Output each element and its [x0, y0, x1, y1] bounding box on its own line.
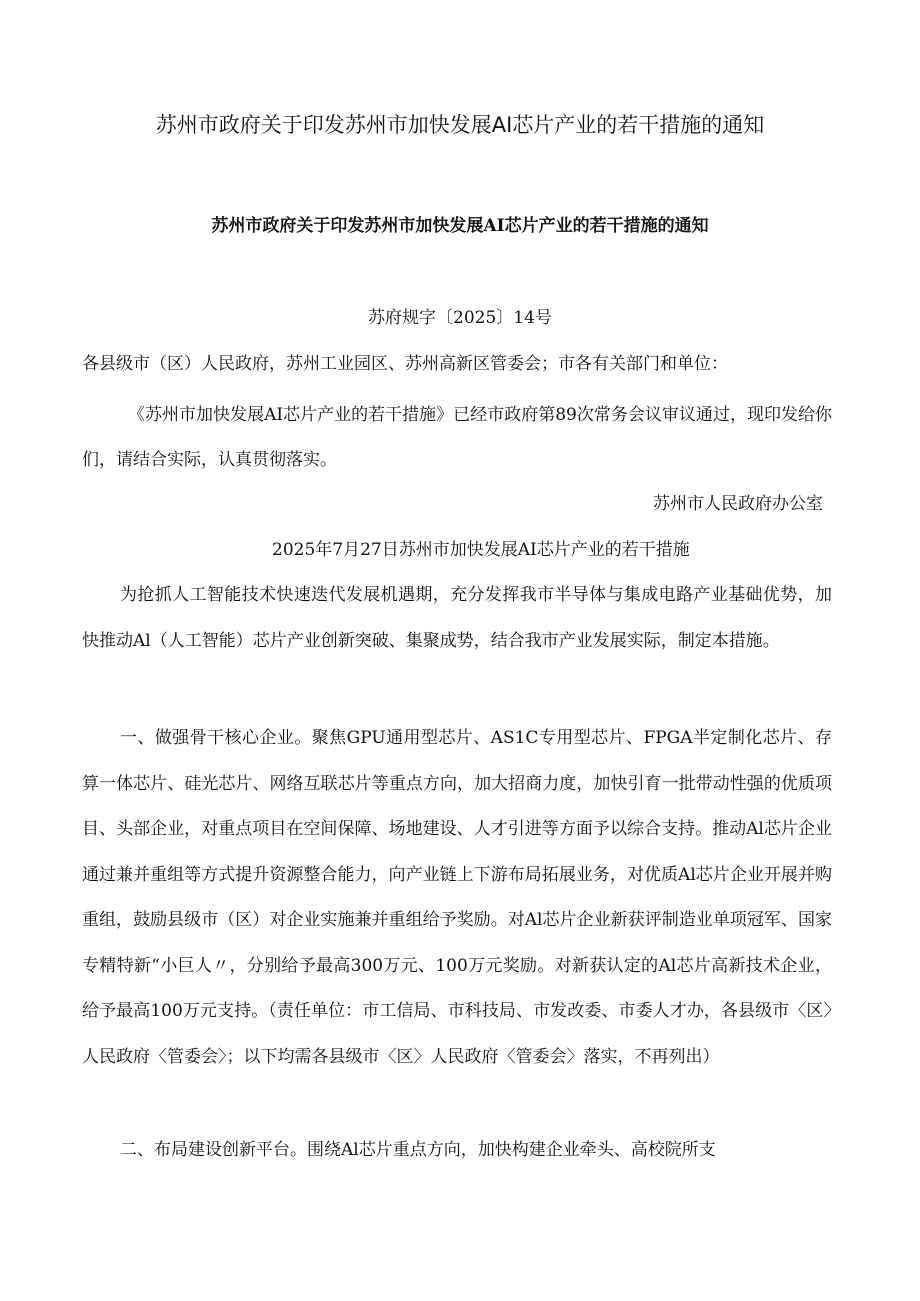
preamble-paragraph: 为抢抓人工智能技术快速迭代发展机遇期，充分发挥我市半导体与集成电路产业基础优势，加快推动Al（人工智能）芯片产业创新突破、集聚成势，结合我市产业发展实际，制定本措施。 [82, 585, 832, 651]
document-sub-title: 苏州市政府关于印发苏州市加快发展AI芯片产业的若干措施的通知 [211, 216, 709, 236]
measure-two-paragraph: 二、布局建设创新平台。围绕Al芯片重点方向，加快构建企业牵头、高校院所支 [120, 1140, 716, 1160]
addressee-line: 各县级市（区）人民政府，苏州工业园区、苏州高新区管委会；市各有关部门和单位： [82, 354, 728, 374]
document-main-title: 苏州市政府关于印发苏州市加快发展AI芯片产业的若干措施的通知 [155, 113, 765, 137]
date-and-measures-title: 2025年7月27日苏州市加快发展AI芯片产业的若干措施 [272, 540, 690, 560]
intro-paragraph: 《苏州市加快发展AI芯片产业的若干措施》已经市政府第89次常务会议审议通过，现印发给你们，请结合实际，认真贯彻落实。 [82, 405, 832, 470]
measure-one-paragraph: 一、做强骨干核心企业。聚焦GPU通用型芯片、AS1C专用型芯片、FPGA半定制化芯片、存算一体芯片、硅光芯片、网络互联芯片等重点方向，加大招商力度，加快引育一批带动性强的优质项目、头部企业，对重点项目在空间保障、场地建设、人才引进等方面予以综合支持。推动Al芯片企业通过兼并重组等方式提升资源整合能力，向产业链上下游布局拓展业务，对优质Al芯片企业开展并购重组，鼓励县级市（区）对企业实施兼并重组给予奖励。对Al芯片企业新获评制造业单项冠军、国家专精特新“小巨人〃，分别给予最高300万元、100万元奖励。对新获认定的Al芯片高新技术企业，给予最高100万元支持。（责任单位：市工信局、市科技局、市发改委、市委人才办，各县级市〈区〉人民政府〈管委会〉；以下均需各县级市〈区〉人民政府〈管委会〉落实，不再列出） [82, 728, 832, 1067]
issuing-office: 苏州市人民政府办公室 [653, 494, 823, 514]
document-number: 苏府规字〔2025〕14号 [368, 308, 552, 328]
